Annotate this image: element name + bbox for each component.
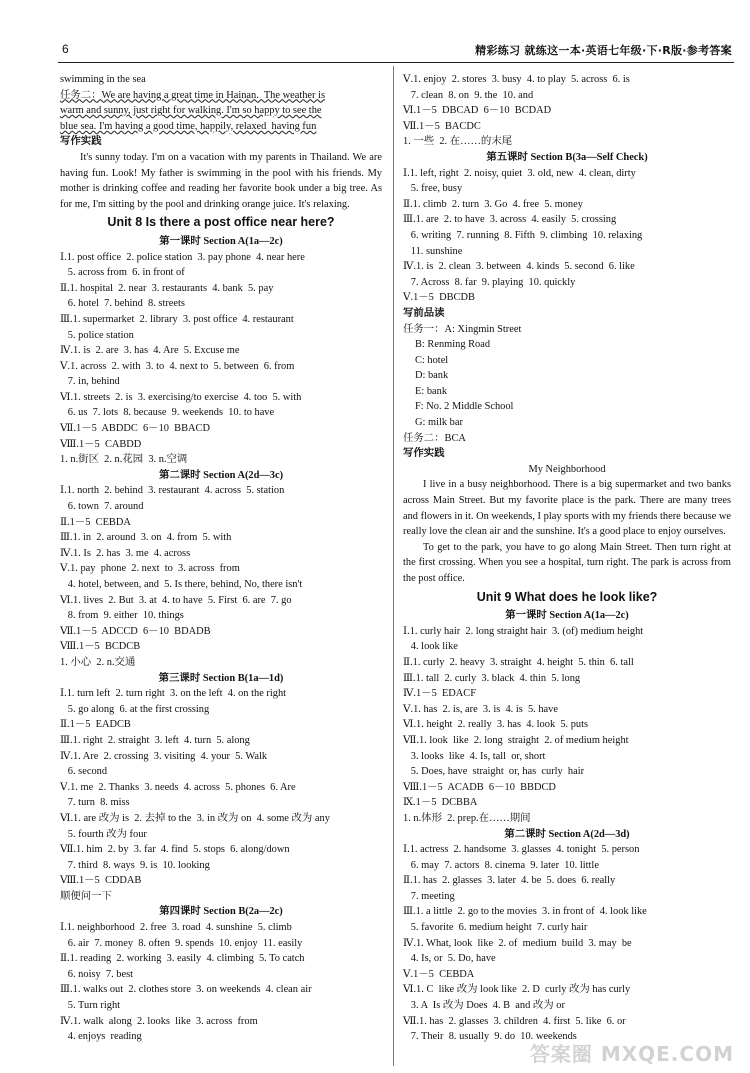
right-column [403,72,731,1045]
essay-paragraph: To get to the park, you have to go along Main Street. Then turn right at the first crossing. When you see a hospital, turn right. The park is across from the post office. [403,541,731,584]
page-number: 6 [62,42,69,56]
answer-line: Ⅴ.1. across 2. with 3. to 4. next to 5. between 6. from [60,360,295,372]
page-header [0,0,750,57]
answer-line: 4. look like [403,641,458,653]
lesson-answers [403,624,731,827]
answer-line: B: Renming Road [415,339,491,351]
answer-line: Ⅴ.1. has 2. is, are 3. is 4. is 5. have [403,703,558,715]
answer-line: 7. third 8. ways 9. is 10. looking [60,859,210,871]
unit-title: Unit 8 Is there a post office near here? [107,215,335,230]
answer-line: 3. looks like 4. Is, tall or, short [403,750,546,762]
answer-line: Ⅰ.1. neighborhood 2. free 3. road 4. sunshine 5. climb [60,922,292,934]
answer-line: 1. 一些 2. 在……的末尾 [403,136,513,148]
lesson-answers [403,842,731,1045]
answer-line: G: milk bar [415,417,463,429]
answer-line: 11. sunshine [403,245,463,257]
answer-line: Ⅰ.1. curly hair 2. long straight hair 3. (of) medium height [403,625,644,637]
answer-line: Ⅴ.1. me 2. Thanks 3. needs 4. across 5. phones 6. Are [60,781,296,793]
answer-line: 3. A Is 改为 Does 4. B and 改为 or [403,1000,565,1012]
answer-line: Ⅶ.1. him 2. by 3. far 4. find 5. stops 6. along/down [60,844,290,856]
answer-line: Ⅴ.1. enjoy 2. stores 3. busy 4. to play 5. across 6. is [403,74,630,85]
answer-line: Ⅳ.1－5 EDACF [403,688,477,700]
section-label: 写作实践 [403,448,445,460]
lesson-title: 第一课时 Section A(1a—2c) [505,610,629,622]
answer-line: 7. Across 8. far 9. playing 10. quickly [403,276,576,288]
answer-line: 6. may 7. actors 8. cinema 9. later 10. little [403,859,599,871]
answer-line: Ⅵ.1. C like 改为 look like 2. D curly 改为 has curly [403,984,631,996]
answer-line: 顺便问一下 [60,890,112,902]
header-title: 精彩练习 就练这一本·英语七年级·下·R版·参考答案 [475,44,732,57]
answer-line: Ⅱ.1. reading 2. working 3. easily 4. climbing 5. To catch [60,953,305,965]
lesson-title: 第二课时 Section A(2d—3d) [504,828,630,840]
answer-line: Ⅱ.1－5 EADCB [60,719,131,731]
answer-line: E: bank [415,385,448,397]
section-label: 写作实践 [60,136,102,148]
answer-line: Ⅷ.1－5 CABDD [60,438,142,450]
answer-line: Ⅰ.1. north 2. behind 3. restaurant 4. across 5. station [60,485,285,497]
answer-line: Ⅱ.1. hospital 2. near 3. restaurants 4. bank 5. pay [60,282,274,294]
answer-line: Ⅶ.1. look like 2. long straight 2. of medium height [403,734,629,746]
lesson-title: 第二课时 Section A(2d—3c) [158,469,284,481]
essay-title: My Neighborhood [528,463,606,475]
text-line: warm and sunny, just right for walking. I'm so happy to see the [60,105,322,117]
answer-line: Ⅰ.1. post office 2. police station 3. pay phone 4. near here [60,251,305,263]
answer-line: Ⅳ.1. is 2. are 3. has 4. Are 5. Excuse me [60,345,240,357]
header-rule [58,62,734,63]
answer-line: Ⅵ.1. height 2. really 3. has 4. look 5. puts [403,719,589,731]
answer-line: Ⅴ.1－5 CEBDA [403,968,475,980]
section-label: 写前品读 [403,307,445,319]
answer-line: Ⅲ.1. tall 2. curly 3. black 4. thin 5. long [403,672,581,684]
answer-line: Ⅲ.1. in 2. around 3. on 4. from 5. with [60,532,232,544]
lesson-answers [60,250,382,468]
answer-line: Ⅲ.1. walks out 2. clothes store 3. on weekends 4. clean air [60,984,312,996]
left-column [60,72,382,1045]
lesson-answers [60,483,382,670]
answer-line: Ⅲ.1. supermarket 2. library 3. post office 4. restaurant [60,313,294,325]
answer-line: 任务一：A: Xingmin Street [403,323,522,335]
answer-line: Ⅶ.1－5 ABDDC 6－10 BBACD [60,423,210,435]
answer-line: 7. turn 8. miss [60,797,130,809]
answer-line: Ⅵ.1. lives 2. But 3. at 4. to have 5. First 6. are 7. go [60,594,292,606]
answer-line: 1. n.街区 2. n.花园 3. n.空调 [60,454,188,466]
answer-line: Ⅵ.1－5 DBCAD 6－10 BCDAD [403,105,552,117]
answer-line: 5. go along 6. at the first crossing [60,703,210,715]
answer-line: Ⅰ.1. turn left 2. turn right 3. on the left 4. on the right [60,688,287,700]
answer-line: 任务二：BCA [403,432,466,444]
answer-line: Ⅴ.1－5 DBCDB [403,292,475,304]
answer-line: 6. town 7. around [60,501,144,513]
answer-line: 7. in, behind [60,376,120,388]
answer-line: 6. us 7. lots 8. because 9. weekends 10. to have [60,407,275,419]
answer-line: Ⅰ.1. left, right 2. noisy, quiet 3. old, new 4. clean, dirty [403,167,636,179]
answer-line: Ⅳ.1. is 2. clean 3. between 4. kinds 5. second 6. like [403,261,635,273]
answer-line: Ⅶ.1－5 ADCCD 6－10 BDADB [60,625,211,637]
answer-line: Ⅱ.1. has 2. glasses 3. later 4. be 5. does 6. really [403,875,616,887]
answer-line: Ⅱ.1. climb 2. turn 3. Go 4. free 5. money [403,198,583,210]
answer-line: C: hotel [415,354,449,366]
text-line: swimming in the sea [60,74,146,85]
answer-line: Ⅵ.1. streets 2. is 3. exercising/to exercise 4. too 5. with [60,391,302,403]
answer-line: 4. Is, or 5. Do, have [403,953,496,965]
answer-line: 1. n.体形 2. prep.在……期间 [403,812,531,824]
answer-line: 4. hotel, between, and 5. Is there, behind, No, there isn't [60,579,303,590]
answer-line: Ⅶ.1. has 2. glasses 3. children 4. first 5. like 6. or [403,1015,626,1027]
text-line: blue sea. I'm having a good time, happily, relaxed having fun [60,120,317,132]
lesson-title: 第一课时 Section A(1a—2c) [159,235,283,247]
answer-line: 6. noisy 7. best [60,968,134,980]
unit-title: Unit 9 What does he look like? [476,589,658,604]
answer-line: Ⅶ.1－5 BACDC [403,120,481,132]
answer-line: 6. writing 7. running 8. Fifth 9. climbing 10. relaxing [403,229,643,241]
answer-line: 5. Turn right [60,1000,121,1012]
essay-paragraph: I live in a busy neighborhood. There is a big supermarket and two banks across Main Street. But my favorite place is the park. There are many trees and flowers in it. On weekends, I play sports with my friends there because we really love the clean air and the sunshine. It's a good place to enjoy ourselves. [403,479,731,538]
answer-line: Ⅳ.1. walk along 2. looks like 3. across from [60,1015,258,1027]
answer-line: Ⅲ.1. a little 2. go to the movies 3. in front of 4. look like [403,906,647,918]
writing-paragraph: It's sunny today. I'm on a vacation with my parents in Thailand. We are having fun. Look! My father is swimming in the pool with his friends. My mother is drinking coffee and reading her favorite book under a big tree. As for me, I'm sitting by the pool and drinking orange juice. It's relaxing. [60,151,382,210]
answer-line: 5. across from 6. in front of [60,267,185,279]
answer-line: Ⅵ.1. are 改为 is 2. 去掉 to the 3. in 改为 on 4. some 改为 any [60,812,330,824]
answer-line: Ⅱ.1. curly 2. heavy 3. straight 4. height 5. thin 6. tall [403,656,634,668]
answer-line: 5. fourth 改为 four [60,828,147,840]
answer-line: 5. favorite 6. medium height 7. curly hair [403,922,588,934]
column-divider [393,66,394,1066]
answer-line: Ⅲ.1. are 2. to have 3. across 4. easily 5. crossing [403,214,617,226]
lesson-answers [60,920,382,1045]
answer-line: Ⅳ.1. Is 2. has 3. me 4. across [60,547,191,559]
lesson-answers [403,72,731,150]
answer-line: Ⅷ.1－5 CDDAB [60,875,142,887]
answer-line: 8. from 9. either 10. things [60,610,184,622]
answer-line: 5. Does, have straight or, has curly hair [403,766,585,778]
answer-line: 6. air 7. money 8. often 9. spends 10. enjoy 11. easily [60,937,303,949]
answer-line: 6. hotel 7. behind 8. streets [60,298,185,310]
lesson-title: 第四课时 Section B(2a—2c) [159,906,283,918]
answer-line: Ⅷ.1－5 BCDCB [60,641,141,653]
answer-line: Ⅳ.1. What, look like 2. of medium build 3. may be [403,937,632,949]
answer-line: 4. enjoys reading [60,1031,142,1043]
answer-line: Ⅱ.1－5 CEBDA [60,516,131,528]
answer-line: 7. Their 8. usually 9. do 10. weekends [403,1031,577,1043]
answer-line: 1. 小心 2. n.交通 [60,656,136,668]
text-line: 任务二：We are having a great time in Hainan. The weather is [60,89,325,101]
answer-line: 6. second [60,766,108,778]
lesson-answers [403,166,731,462]
answer-line: D: bank [415,370,449,382]
answer-line: Ⅸ.1－5 DCBBA [403,797,478,809]
watermark-logo: 答案圈 MXQE.COM [529,1042,734,1066]
answer-line: 7. meeting [403,890,455,902]
lesson-answers [60,686,382,904]
answer-line: Ⅰ.1. actress 2. handsome 3. glasses 4. tonight 5. person [403,844,640,856]
answer-line: Ⅷ.1－5 ACADB 6－10 BBDCD [403,781,556,793]
answer-line: Ⅲ.1. right 2. straight 3. left 4. turn 5. along [60,734,250,746]
lesson-title: 第五课时 Section B(3a—Self Check) [486,151,648,163]
answer-line: 7. clean 8. on 9. the 10. and [403,89,534,101]
answer-line: Ⅳ.1. Are 2. crossing 3. visiting 4. your 5. Walk [60,750,268,762]
answer-line: Ⅴ.1. pay phone 2. next to 3. across from [60,563,240,575]
answer-line: 5. free, busy [403,183,463,195]
lesson-title: 第三课时 Section B(1a—1d) [158,672,284,684]
answer-line: 5. police station [60,329,134,341]
answer-line: F: No. 2 Middle School [415,401,514,413]
